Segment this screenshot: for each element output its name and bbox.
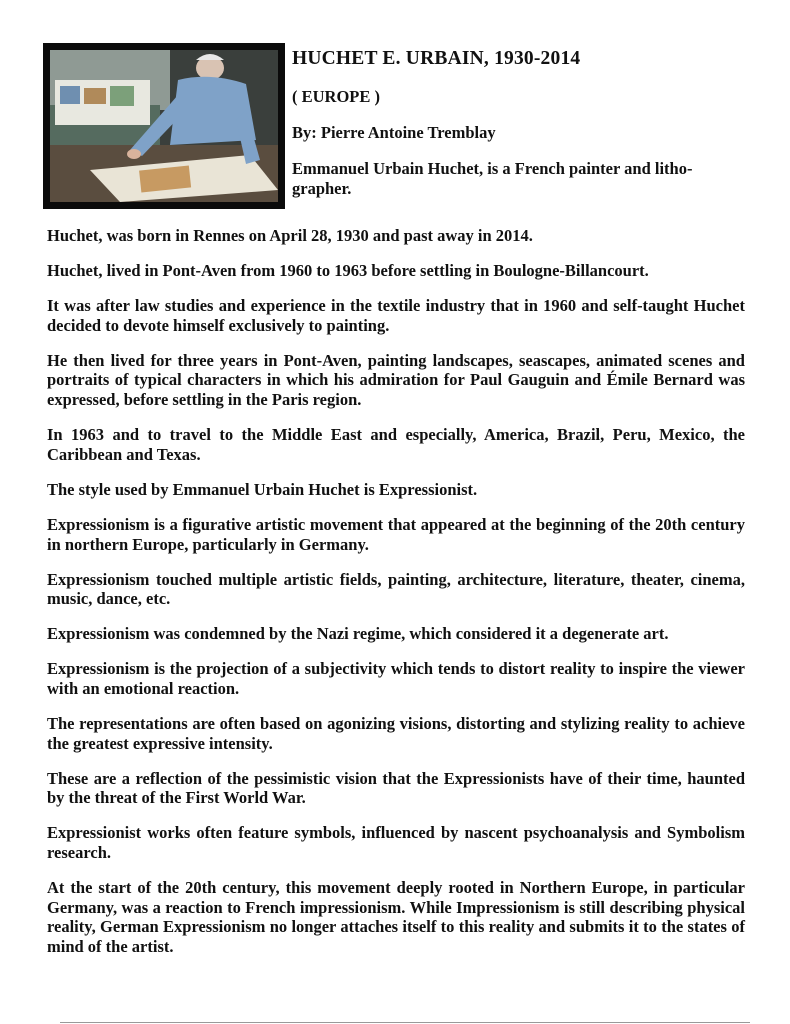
paragraph: Expressionism is a figurative artistic movement that appeared at the beginning of the 20th century in northern Europe, particularly in Germany. <box>47 514 745 554</box>
paragraph: Huchet, was born in Rennes on April 28, 1930 and past away in 2014. <box>47 226 533 245</box>
paragraph: The style used by Emmanuel Urbain Huchet is Expressionist. <box>47 479 478 499</box>
paragraph: Expressionism was condemned by the Nazi regime, which considered it a degenerate art. <box>47 624 669 644</box>
intro-paragraph: Emmanuel Urbain Huchet, is a French painter and litho- grapher. <box>292 159 693 198</box>
paragraph: These are a reflection of the pessimistic vision that the Expressionists have of their time, haunted by the threat of the First World War. <box>47 768 745 808</box>
paragraph: Expressionist works often feature symbols, influenced by nascent psychoanalysis and Symbolism research. <box>47 823 745 863</box>
article-body <box>47 226 745 972</box>
bottom-rule <box>60 1022 750 1023</box>
paragraph: The representations are often based on agonizing visions, distorting and stylizing reality to achieve the greatest expressive intensity. <box>47 714 745 753</box>
paragraph: He then lived for three years in Pont-Aven, painting landscapes, seascapes, animated scenes and portraits of typical characters in which his admiration for Paul Gauguin and Émile Bernard was expressed, before settling in the Paris region. <box>47 350 745 410</box>
author-byline: By: Pierre Antoine Tremblay <box>292 123 496 142</box>
page-title: HUCHET E. URBAIN, 1930-2014 <box>292 48 581 69</box>
artist-photo-icon <box>50 50 278 202</box>
paragraph: Expressionism is the projection of a subjectivity which tends to distort reality to inspire the viewer with an emotional reaction. <box>47 659 745 698</box>
artist-photo-image <box>50 50 278 202</box>
paragraph: It was after law studies and experience in the textile industry that in 1960 and self-taught Huchet decided to devote himself exclusively to painting. <box>47 296 745 335</box>
artist-photo <box>43 43 285 209</box>
header-block <box>292 48 762 199</box>
paragraph: In 1963 and to travel to the Middle East and especially, America, Brazil, Peru, Mexico, the Caribbean and Texas. <box>47 425 745 464</box>
region-label: ( EUROPE ) <box>292 87 380 106</box>
paragraph: Huchet, lived in Pont-Aven from 1960 to 1963 before settling in Boulogne-Billancourt. <box>47 261 649 281</box>
paragraph: At the start of the 20th century, this movement deeply rooted in Northern Europe, in particular Germany, was a reaction to French impressionism. While Impressionism is still describing physical reality, German Expressionism no longer attaches itself to this reality and submits it to the states of mind of the artist. <box>47 878 745 956</box>
paragraph: Expressionism touched multiple artistic fields, painting, architecture, literature, theater, cinema, music, dance, etc. <box>47 569 745 609</box>
